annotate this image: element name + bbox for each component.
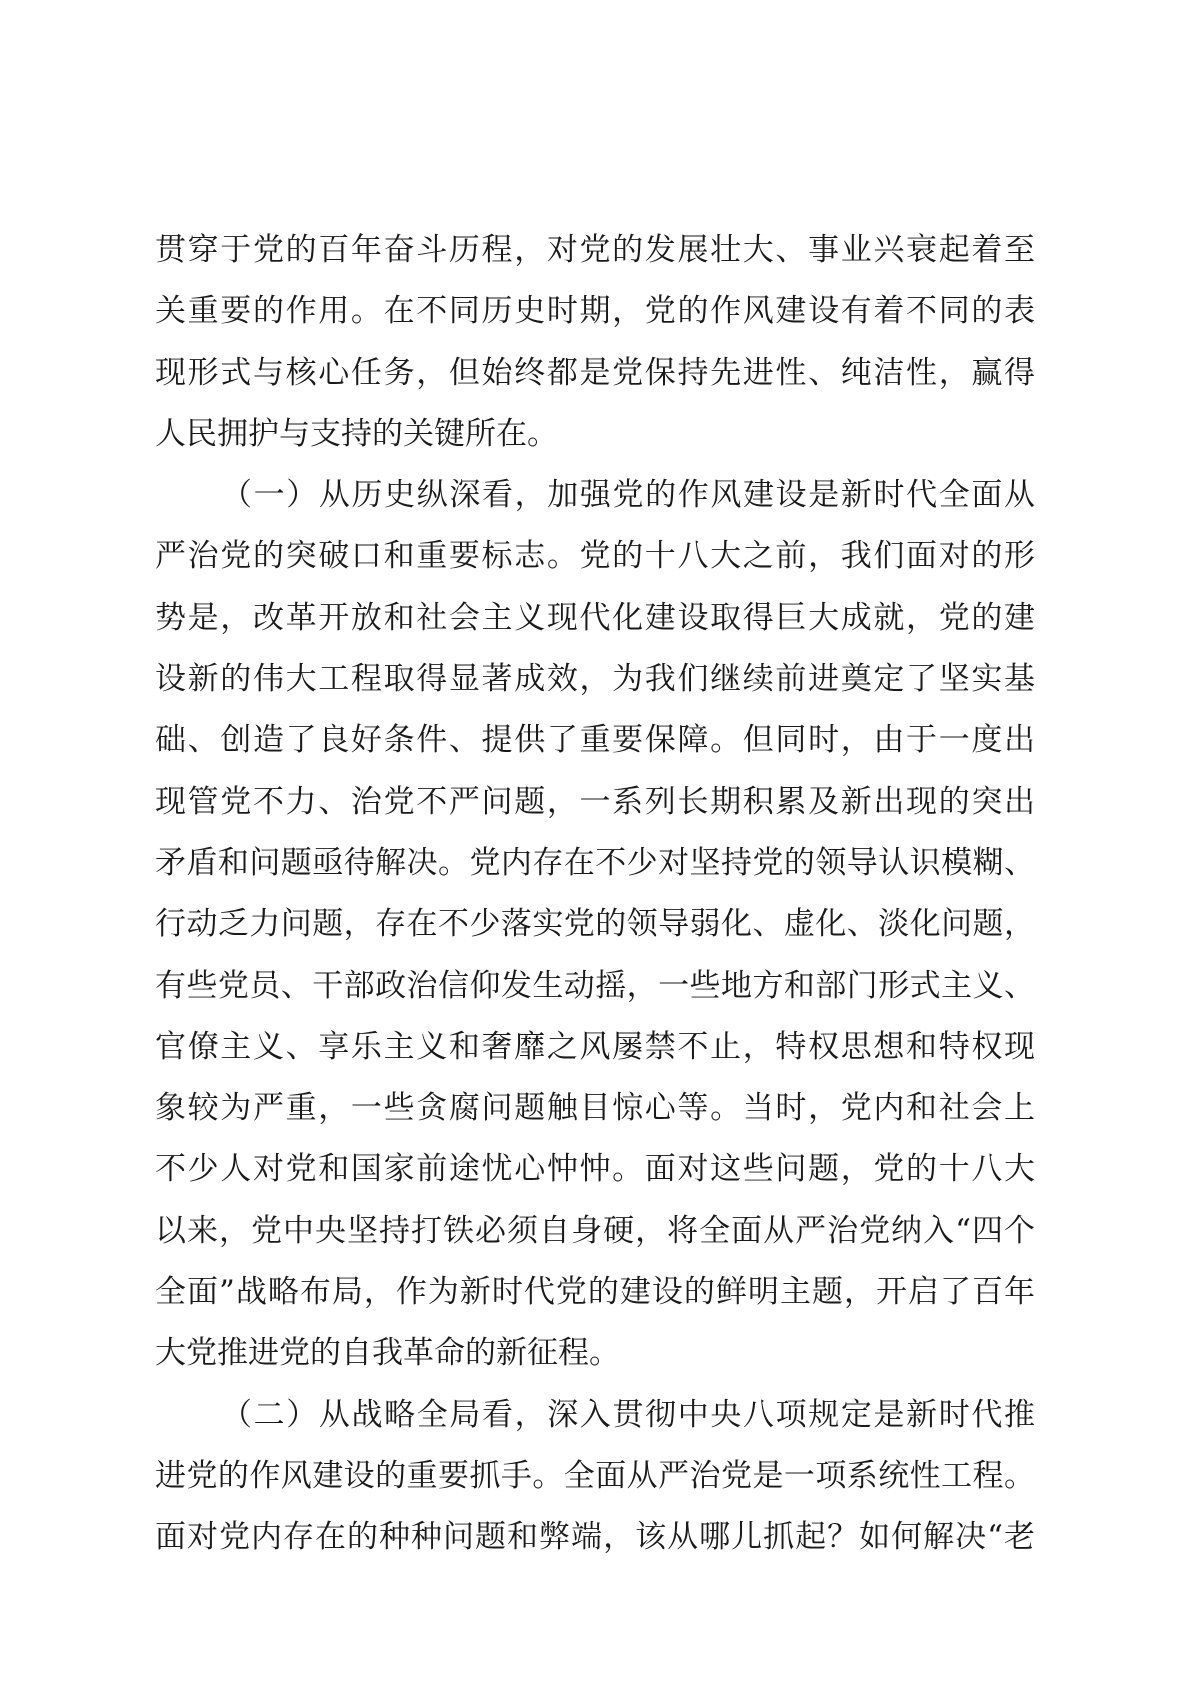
text-line: 础、创造了良好条件、提供了重要保障。但同时，由于一度出 <box>155 722 1035 759</box>
body-text <box>155 220 1035 1569</box>
text-line: 现形式与核心任务，但始终都是党保持先进性、纯洁性，赢得 <box>155 354 1035 391</box>
text-line: 官僚主义、享乐主义和奢靡之风屡禁不止，特权思想和特权现 <box>155 1028 1035 1065</box>
text-line: 进党的作风建设的重要抓手。全面从严治党是一项系统性工程。 <box>155 1457 1035 1494</box>
text-line: 象较为严重，一些贪腐问题触目惊心等。当时，党内和社会上 <box>155 1090 1035 1127</box>
paragraph-2 <box>155 465 1035 1384</box>
text-line: 设新的伟大工程取得显著成效，为我们继续前进奠定了坚实基 <box>155 661 1035 698</box>
text-line: 行动乏力问题，存在不少落实党的领导弱化、虚化、淡化问题， <box>155 906 1035 943</box>
text-line: 人民拥护与支持的关键所在。 <box>155 415 558 452</box>
text-line: 贯穿于党的百年奋斗历程，对党的发展壮大、事业兴衰起着至 <box>155 232 1035 268</box>
text-line: 大党推进党的自我革命的新征程。 <box>155 1335 620 1372</box>
text-line: 严治党的突破口和重要标志。党的十八大之前，我们面对的形 <box>155 538 1035 575</box>
text-line: 有些党员、干部政治信仰发生动摇，一些地方和部门形式主义、 <box>155 967 1035 1004</box>
text-line: 全面”战略布局，作为新时代党的建设的鲜明主题，开启了百年 <box>155 1274 1035 1311</box>
paragraph-1 <box>155 220 1035 465</box>
text-line: 以来，党中央坚持打铁必须自身硬，将全面从严治党纳入“四个 <box>155 1212 1035 1249</box>
text-line: （一）从历史纵深看，加强党的作风建设是新时代全面从 <box>221 477 1035 514</box>
paragraph-3 <box>155 1385 1035 1569</box>
text-line: 势是，改革开放和社会主义现代化建设取得巨大成就，党的建 <box>155 599 1035 636</box>
text-line: 关重要的作用。在不同历史时期，党的作风建设有着不同的表 <box>155 293 1035 330</box>
text-line: 面对党内存在的种种问题和弊端，该从哪儿抓起？如何解决“老 <box>155 1519 1035 1556</box>
text-line: 矛盾和问题亟待解决。党内存在不少对坚持党的领导认识模糊、 <box>155 844 1035 881</box>
text-line: 不少人对党和国家前途忧心忡忡。面对这些问题，党的十八大 <box>155 1151 1035 1188</box>
text-line: 现管党不力、治党不严问题，一系列长期积累及新出现的突出 <box>155 783 1035 820</box>
text-line: （二）从战略全局看，深入贯彻中央八项规定是新时代推 <box>221 1396 1035 1433</box>
